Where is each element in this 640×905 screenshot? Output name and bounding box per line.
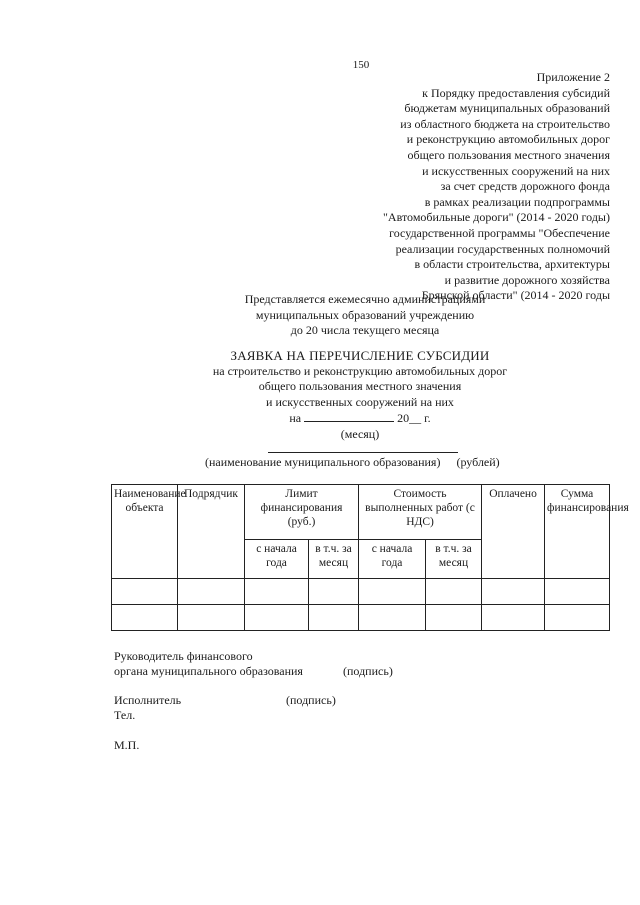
document-title: ЗАЯВКА НА ПЕРЕЧИСЛЕНИЕ СУБСИДИИ xyxy=(230,348,490,363)
municipality-caption-row xyxy=(205,455,500,470)
table-cell[interactable] xyxy=(482,579,545,605)
request-title-block xyxy=(160,348,560,442)
table-cell[interactable] xyxy=(426,579,482,605)
subtitle-line: на строительство и реконструкцию автомобильных дорог xyxy=(212,363,508,378)
period-prefix: на xyxy=(289,411,302,425)
header-financing-limit: Лимит финансирования (руб.) xyxy=(245,485,359,540)
appendix-line: из областного бюджета на строительство xyxy=(400,116,610,131)
finance-head-label-line1: Руководитель финансового xyxy=(114,649,253,663)
table-cell[interactable] xyxy=(245,579,309,605)
table-row xyxy=(112,605,610,631)
appendix-line: общего пользования местного значения xyxy=(407,147,610,162)
header-cost-this-month: в т.ч. за месяц xyxy=(426,540,482,579)
submission-note-line: до 20 числа текущего месяца xyxy=(290,323,440,337)
appendix-line: бюджетам муниципальных образований xyxy=(404,101,610,116)
appendix-line: государственной программы "Обеспечение xyxy=(389,225,610,240)
appendix-line: реализации государственных полномочий xyxy=(395,241,610,256)
table-cell[interactable] xyxy=(359,605,426,631)
table-cell[interactable] xyxy=(178,579,245,605)
phone-label: Тел. xyxy=(114,708,136,722)
subtitle-line: и искусственных сооружений на них xyxy=(266,394,454,409)
page-number: 150 xyxy=(352,59,370,71)
header-paid: Оплачено xyxy=(482,485,545,579)
appendix-line: за счет средств дорожного фонда xyxy=(440,179,610,194)
table-cell[interactable] xyxy=(545,605,610,631)
month-blank-field[interactable] xyxy=(304,410,394,422)
finance-head-label-line2: органа муниципального образования xyxy=(114,664,303,678)
period-caption: (месяц) xyxy=(340,426,380,441)
header-contractor: Подрядчик xyxy=(178,485,245,579)
subtitle-line: общего пользования местного значения xyxy=(258,379,462,393)
appendix-line: и реконструкцию автомобильных дорог xyxy=(406,132,610,147)
table-cell[interactable] xyxy=(482,605,545,631)
appendix-line: Приложение 2 xyxy=(536,70,610,84)
table-cell[interactable] xyxy=(309,605,359,631)
table-row xyxy=(112,579,610,605)
header-cost-from-start: с начала года xyxy=(359,540,426,579)
table-cell[interactable] xyxy=(112,579,178,605)
table-cell[interactable] xyxy=(426,605,482,631)
table-cell[interactable] xyxy=(112,605,178,631)
table-cell[interactable] xyxy=(545,579,610,605)
executor-label: Исполнитель xyxy=(114,693,182,707)
municipality-caption: (наименование муниципального образования) xyxy=(205,455,441,469)
subsidy-request-table xyxy=(111,484,629,631)
submission-note xyxy=(230,292,500,339)
appendix-line: в области строительства, архитектуры xyxy=(414,257,610,272)
table-cell[interactable] xyxy=(178,605,245,631)
head-signature-label: (подпись) xyxy=(343,664,393,678)
appendix-line: к Порядку предоставления субсидий xyxy=(422,85,610,100)
period-year: 20__ г. xyxy=(397,411,431,425)
header-work-cost: Стоимость выполненных работ (с НДС) xyxy=(359,485,482,540)
executor-signature-label: (подпись) xyxy=(286,693,336,707)
period-line xyxy=(160,410,560,427)
header-financing-amount: Сумма финансирования xyxy=(545,485,610,579)
appendix-header xyxy=(383,70,610,304)
appendix-line: и искусственных сооружений на них xyxy=(422,163,610,178)
appendix-line: в рамках реализации подпрограммы xyxy=(424,194,610,209)
appendix-line: и развитие дорожного хозяйства xyxy=(444,272,610,287)
header-limit-from-start: с начала года xyxy=(245,540,309,579)
header-limit-this-month: в т.ч. за месяц xyxy=(309,540,359,579)
appendix-line: "Автомобильные дороги" (2014 - 2020 годы) xyxy=(383,210,610,225)
appendix-line: Брянской области" (2014 - 2020 годы xyxy=(421,288,610,303)
table-cell[interactable] xyxy=(359,579,426,605)
submission-note-line: Представляется ежемесячно администрациями xyxy=(244,292,486,306)
municipality-blank-field[interactable] xyxy=(268,452,458,453)
table-cell[interactable] xyxy=(245,605,309,631)
currency-unit: (рублей) xyxy=(456,455,500,469)
header-object-name: Наименование объекта xyxy=(112,485,178,579)
submission-note-line: муниципальных образований учреждению xyxy=(255,307,475,322)
table-cell[interactable] xyxy=(309,579,359,605)
stamp-label: М.П. xyxy=(114,738,140,752)
